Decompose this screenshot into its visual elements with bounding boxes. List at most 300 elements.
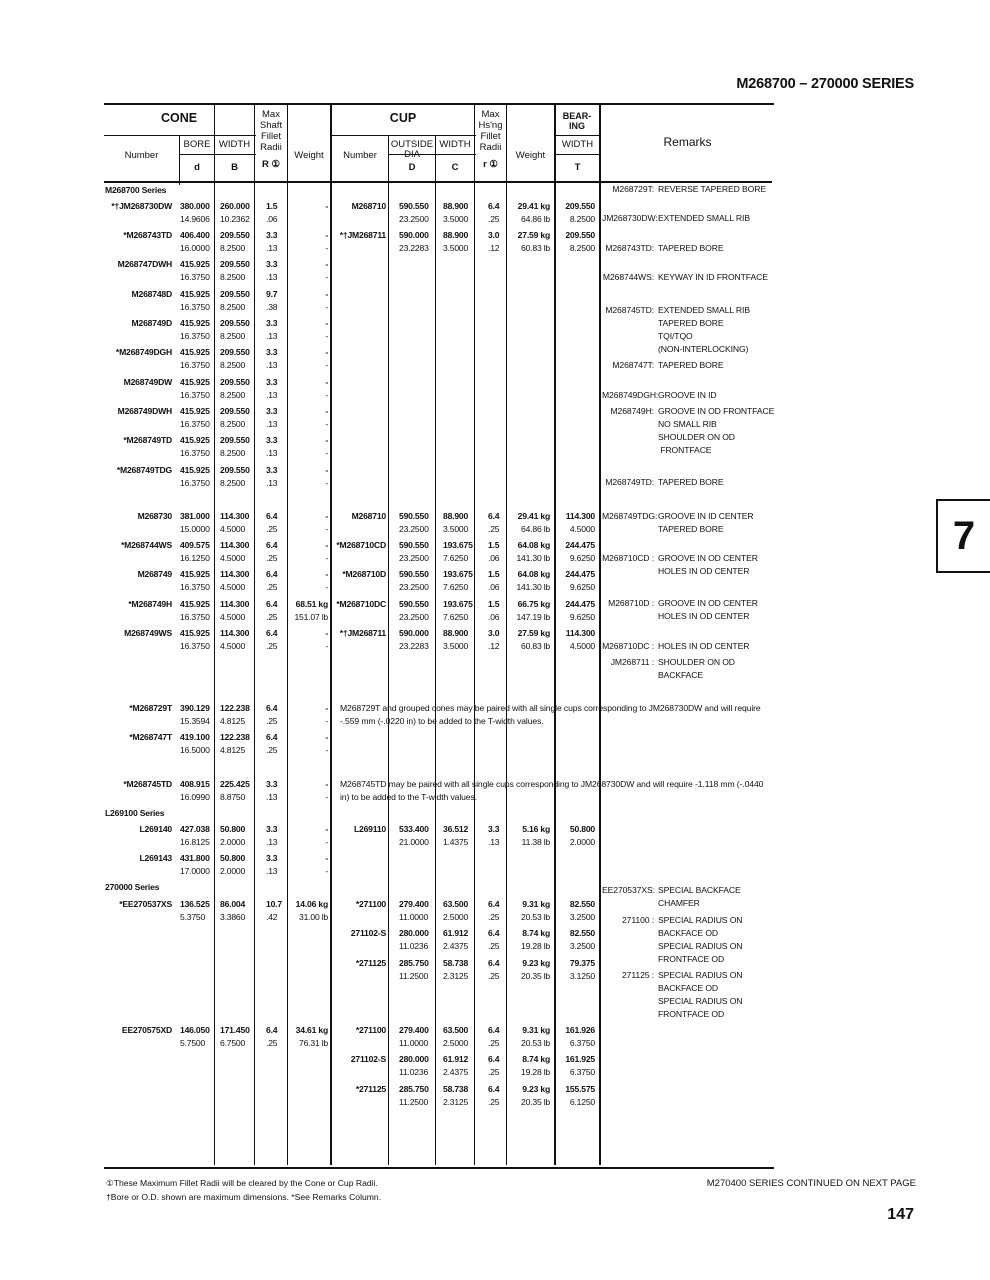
cone-bore-inch: 15.0000 [180,524,210,534]
remark-key: JM268730DW: [602,213,658,223]
bearing-width-metric: 82.550 [569,899,595,909]
bearing-width-metric: 79.375 [569,958,595,968]
housing-fillet-radius [488,598,506,624]
cup-weight-metric: 27.59 kg [517,628,550,638]
shaft-fillet-radius [266,823,286,849]
shaft-fillet-radius-metric: 6.4 [266,1025,278,1035]
cone-weight-metric: - [325,259,328,269]
cup-number: *†JM268711 [339,628,386,638]
cone-bore [180,229,212,255]
shaft-fillet-radius-metric: 3.3 [266,824,278,834]
cup-width [443,568,473,594]
cup-number: *271100 [355,1025,386,1035]
rule [435,135,436,1165]
shaft-fillet-radius-inch: .13 [266,448,278,458]
cone-width-inch: 8.2500 [220,419,246,429]
shaft-fillet-radius-inch: .25 [266,553,278,563]
housing-fillet-radius-inch: .25 [488,1097,500,1107]
cone-width-metric: 209.550 [220,435,250,445]
cone-width-metric: 260.000 [220,201,250,211]
cone-weight-inch: 31.00 lb [299,912,328,922]
housing-radius-symbol: r ① [483,159,498,170]
cup-width-inch: 2.3125 [443,1097,469,1107]
cup-od [399,957,433,983]
cone-width [220,376,252,402]
shaft-fillet-radius-metric: 6.4 [266,540,278,550]
remark-text: GROOVE IN OD FRONTFACE NO SMALL RIB SHOULDER ON OD FRONTFACE [658,406,775,455]
bearing-width [556,957,595,983]
cone-bore [180,346,212,372]
cup-weight [507,539,550,565]
cone-weight-metric: - [325,230,328,240]
bearing-width [556,823,595,849]
cup-od-inch: 23.2500 [399,524,429,534]
cup-weight-metric: 29.41 kg [517,201,550,211]
rule [214,105,215,1165]
shaft-fillet-radius-metric: 6.4 [266,732,278,742]
cup-od-metric: 280.000 [399,928,429,938]
bore-header: BORE [183,139,211,150]
cone-bore-metric: 406.400 [180,230,210,240]
cone-width-metric: 122.238 [220,703,250,713]
remark-text: TAPERED BORE [658,243,724,253]
cone-weight-metric: - [325,201,328,211]
cup-width [443,539,473,565]
cup-width-metric: 61.912 [443,1054,469,1064]
cone-number: M268749DWH [117,406,172,416]
cup-weight-inch: 147.19 lb [516,612,550,622]
cup-width-metric: 58.738 [443,958,469,968]
cone-weight-metric: 68.51 kg [295,599,328,609]
cone-width [220,510,252,536]
housing-fillet-radius-metric: 3.3 [488,824,500,834]
cone-width [220,434,252,460]
shaft-fillet-radius [266,539,286,565]
cone-width-inch: 8.2500 [220,272,246,282]
chapter-tab: 7 [936,499,990,573]
cup-weight [507,1083,550,1109]
cup-width-metric: 193.675 [443,599,473,609]
shaft-fillet-radius [266,229,286,255]
housing-fillet-radius [488,1053,506,1079]
cup-weight-metric: 8.74 kg [522,928,550,938]
shaft-fillet-radius [266,258,286,284]
remark-text: SHOULDER ON OD BACKFACE [658,657,735,680]
housing-fillet-radius [488,568,506,594]
cone-bore [180,627,212,653]
bearing-header: BEAR- ING [562,111,592,131]
shaft-fillet-radius-inch: .13 [266,866,278,876]
housing-fillet-radius [488,200,506,226]
shaft-fillet-radius-inch: .06 [266,214,278,224]
cup-width-inch: 2.4375 [443,1067,469,1077]
shaft-fillet-radius [266,346,286,372]
bearing-width-symbol: T [574,162,581,173]
cup-width-symbol: C [451,162,459,173]
cup-weight-inch: 141.30 lb [516,553,550,563]
cup-weight-metric: 9.23 kg [522,1084,550,1094]
cone-bore [180,568,212,594]
cup-weight-metric: 9.31 kg [522,1025,550,1035]
cone-width-metric: 209.550 [220,377,250,387]
cone-bore-inch: 16.5000 [180,745,210,755]
cup-od-inch: 11.0236 [399,941,429,951]
cone-number: *M268749TDG [116,465,172,475]
cup-od [399,539,433,565]
cone-number: *M268744WS [120,540,172,550]
cup-weight-inch: 20.35 lb [521,1097,550,1107]
bearing-width-metric: 244.475 [565,599,595,609]
cup-width-inch: 2.3125 [443,971,469,981]
cone-bore-inch: 16.3750 [180,478,210,488]
cone-weight-metric: - [325,406,328,416]
cone-width-inch: 4.5000 [220,641,246,651]
cone-width [220,346,252,372]
cup-weight [507,598,550,624]
cup-weight [507,927,550,953]
cone-width-metric: 114.300 [220,599,250,609]
cone-bore-metric: 415.925 [180,347,210,357]
bearing-width-inch: 2.0000 [569,837,595,847]
cone-bore-metric: 415.925 [180,377,210,387]
remark-text: GROOVE IN OD CENTER HOLES IN OD CENTER [658,553,758,576]
cone-bore-inch: 16.3750 [180,331,210,341]
cone-bore-metric: 415.925 [180,259,210,269]
cup-weight [507,1053,550,1079]
bearing-width-inch: 8.2500 [569,243,595,253]
housing-fillet-radius-metric: 3.0 [488,628,500,638]
cup-weight [507,229,550,255]
cone-bore-metric: 415.925 [180,628,210,638]
cup-od [399,200,433,226]
remarks-header: Remarks [663,135,712,149]
remark-key: M268710D : [608,598,654,608]
remark-key: M268749DGH: [602,390,659,400]
remark-key: M268710CD : [602,553,654,563]
housing-fillet-radius-inch: .25 [488,971,500,981]
cone-weight-header: Weight [294,150,324,161]
cup-width-inch: 7.6250 [443,582,469,592]
cup-number: *M268710D [342,569,386,579]
cup-number: M268710 [351,511,386,521]
housing-fillet-radius-metric: 6.4 [488,958,500,968]
cup-width-inch: 2.4375 [443,941,469,951]
rule [104,135,256,136]
cup-weight-inch: 64.86 lb [521,214,550,224]
cup-od-metric: 590.550 [399,569,429,579]
remark-text: SPECIAL RADIUS ON BACKFACE OD SPECIAL RADIUS ON FRONTFACE OD [658,915,743,964]
cup-od-inch: 23.2500 [399,553,429,563]
remark-key: M268747T: [612,360,654,370]
cone-weight [288,376,328,402]
housing-fillet-radius-inch: .25 [488,524,500,534]
shaft-fillet-radius-inch: .25 [266,612,278,622]
cone-weight-inch: - [325,641,328,651]
housing-fillet-radius-inch: .06 [488,553,500,563]
housing-fillet-radius-inch: .06 [488,582,500,592]
cup-width-header: WIDTH [439,139,471,150]
remark-text: TAPERED BORE [658,477,724,487]
cup-od [399,510,433,536]
cone-weight-inch: - [325,745,328,755]
cup-weight-metric: 9.23 kg [522,958,550,968]
cone-weight-metric: - [325,732,328,742]
cone-bore-inch: 16.0000 [180,243,210,253]
cone-number: M268749D [131,318,172,328]
cone-weight-inch: - [325,331,328,341]
cup-od [399,927,433,953]
cone-number: *M268743TD [123,230,172,240]
cone-header: CONE [160,111,198,125]
cone-width-metric: 209.550 [220,289,250,299]
bearing-width-metric: 50.800 [569,824,595,834]
shaft-fillet-radius-metric: 6.4 [266,628,278,638]
shaft-radius-symbol: R ① [261,159,281,170]
shaft-fillet-radius-metric: 6.4 [266,511,278,521]
cone-bore-inch: 16.8125 [180,837,210,847]
shaft-fillet-radius [266,568,286,594]
cup-weight-metric: 9.31 kg [522,899,550,909]
footnote-fillet: ①These Maximum Fillet Radii will be cleared by the Cone or Cup Radii. [106,1178,378,1188]
cup-width-inch: 7.6250 [443,553,469,563]
cone-weight-metric: - [325,824,328,834]
housing-fillet-radius [488,1024,506,1050]
shaft-fillet-radius-metric: 3.3 [266,377,278,387]
cone-weight [288,288,328,314]
cup-width-inch: 3.5000 [443,214,469,224]
cone-weight [288,464,328,490]
cup-width [443,898,473,924]
housing-fillet-radius-inch: .25 [488,941,500,951]
cup-od-metric: 285.750 [399,958,429,968]
shaft-fillet-radius-inch: .13 [266,792,278,802]
shaft-fillet-radius-inch: .42 [266,912,278,922]
cone-width-metric: 209.550 [220,347,250,357]
cone-weight-inch: - [325,302,328,312]
cone-width-inch: 4.5000 [220,553,246,563]
housing-fillet-radius [488,510,506,536]
cone-weight [288,702,328,728]
cup-od-inch: 11.2500 [399,971,429,981]
cup-width-inch: 3.5000 [443,524,469,534]
shaft-fillet-radius-inch: .13 [266,331,278,341]
continued-note: M270400 SERIES CONTINUED ON NEXT PAGE [706,1178,916,1189]
cone-width-metric: 209.550 [220,318,250,328]
cup-od-inch: 11.2500 [399,1097,429,1107]
cup-od [399,823,433,849]
cup-weight [507,823,550,849]
cone-number: *M268749H [128,599,172,609]
cone-bore [180,200,212,226]
cup-width-metric: 63.500 [443,899,469,909]
cup-weight [507,898,550,924]
cone-width-header: WIDTH [218,139,251,150]
cone-weight-metric: - [325,569,328,579]
shaft-fillet-radius-metric: 3.3 [266,435,278,445]
cup-od-metric: 279.400 [399,899,429,909]
housing-fillet-radius-metric: 1.5 [488,569,500,579]
cone-width-metric: 171.450 [220,1025,250,1035]
cone-width-metric: 50.800 [220,853,246,863]
cone-number: EE270575XD [121,1025,172,1035]
cone-bore [180,1024,212,1050]
housing-fillet-radius-inch: .13 [488,837,500,847]
shaft-fillet-radius-metric: 3.3 [266,406,278,416]
cup-number-header: Number [343,150,377,161]
cone-weight-metric: - [325,540,328,550]
od-symbol: D [408,162,416,173]
cone-weight-inch: 151.07 lb [294,612,328,622]
shaft-fillet-radius-inch: .25 [266,716,278,726]
shaft-fillet-radius-metric: 3.3 [266,347,278,357]
cup-od-metric: 280.000 [399,1054,429,1064]
cone-bore [180,539,212,565]
series-section-label: L269100 Series [105,808,165,818]
bearing-width-inch: 3.2500 [569,912,595,922]
cone-weight-inch: 76.31 lb [299,1038,328,1048]
cone-bore-inch: 15.3594 [180,716,210,726]
cone-bore-inch: 16.3750 [180,302,210,312]
cup-weight [507,627,550,653]
cone-weight-inch: - [325,390,328,400]
remark-text: TAPERED BORE [658,360,724,370]
remark-key: 271100 : [621,915,654,925]
bearing-width-inch: 9.6250 [569,612,595,622]
cone-bore [180,434,212,460]
cone-weight-inch: - [325,419,328,429]
housing-fillet-radius-metric: 1.5 [488,599,500,609]
remark-key: M268743TD: [605,243,654,253]
cone-width [220,229,252,255]
cone-width-metric: 50.800 [220,824,246,834]
housing-fillet-radius-metric: 6.4 [488,1084,500,1094]
cone-bore-inch: 16.3750 [180,641,210,651]
shaft-fillet-radius-inch: .25 [266,524,278,534]
housing-fillet-radius [488,229,506,255]
cup-weight-metric: 5.16 kg [522,824,550,834]
shaft-fillet-radius [266,1024,286,1050]
cup-od [399,1053,433,1079]
housing-fillet-radius [488,927,506,953]
cone-weight [288,898,328,924]
remark-text: GROOVE IN ID [658,390,717,400]
shaft-fillet-radius [266,627,286,653]
shaft-fillet-radius-metric: 3.3 [266,259,278,269]
remark-key: M268729T: [612,184,654,194]
bore-symbol: d [194,162,200,173]
shaft-fillet-radius [266,731,286,757]
bearing-width-inch: 6.1250 [569,1097,595,1107]
housing-fillet-radius-inch: .25 [488,214,500,224]
housing-fillet-radius-inch: .12 [488,641,500,651]
cone-number: *EE270537XS [119,899,172,909]
cone-bore [180,898,212,924]
cone-weight [288,539,328,565]
shaft-fillet-radius-inch: .13 [266,390,278,400]
cone-width-inch: 2.0000 [220,866,246,876]
cup-od-metric: 279.400 [399,1025,429,1035]
cone-bore [180,258,212,284]
cone-weight-inch: - [325,553,328,563]
bearing-width [556,568,595,594]
cone-weight [288,434,328,460]
bearing-width-inch: 9.6250 [569,582,595,592]
cone-bore-metric: 415.925 [180,406,210,416]
max-hsng-header: Max Hs'ng Fillet Radii [478,109,503,153]
cone-width-metric: 209.550 [220,406,250,416]
cone-width-metric: 209.550 [220,259,250,269]
series-section-label: 270000 Series [105,882,160,892]
cup-weight-inch: 20.35 lb [521,971,550,981]
bearing-width-inch: 9.6250 [569,553,595,563]
bearing-width-metric: 161.925 [565,1054,595,1064]
cup-od-inch: 23.2283 [399,243,429,253]
cup-weight-inch: 19.28 lb [521,941,550,951]
shaft-fillet-radius-metric: 3.3 [266,779,278,789]
remark-text: GROOVE IN OD CENTER HOLES IN OD CENTER [658,598,758,621]
cup-number: *M268710CD [336,540,386,550]
cup-number: L269110 [353,824,386,834]
remark-text: REVERSE TAPERED BORE [658,184,766,194]
cup-width-metric: 36.512 [443,824,469,834]
cone-weight [288,598,328,624]
cone-width [220,317,252,343]
cone-width [220,200,252,226]
bearing-width-metric: 114.300 [565,511,595,521]
cup-weight [507,200,550,226]
shaft-fillet-radius [266,434,286,460]
cup-od [399,898,433,924]
housing-fillet-radius-metric: 1.5 [488,540,500,550]
shaft-fillet-radius-metric: 6.4 [266,599,278,609]
cone-bore [180,731,212,757]
cup-od-metric: 285.750 [399,1084,429,1094]
cone-number: M268748D [131,289,172,299]
cone-weight-metric: - [325,377,328,387]
cone-weight [288,317,328,343]
shaft-fillet-radius-inch: .13 [266,478,278,488]
bearing-width [556,598,595,624]
outside-dia-header: OUTSIDE DIA [390,139,434,160]
rule [330,135,476,136]
cup-weight [507,510,550,536]
cone-width-inch: 8.2500 [220,360,246,370]
shaft-fillet-radius [266,598,286,624]
cup-width-metric: 88.900 [443,201,469,211]
cone-number: M268749 [137,569,172,579]
cone-bore-inch: 16.3750 [180,272,210,282]
remark-text: KEYWAY IN ID FRONTFACE [658,272,768,282]
cone-width-metric: 114.300 [220,511,250,521]
series-title: M268700 – 270000 SERIES [736,76,914,92]
cone-weight-inch: - [325,243,328,253]
bearing-width [556,510,595,536]
cone-bore-inch: 16.3750 [180,448,210,458]
cup-width-metric: 58.738 [443,1084,469,1094]
cup-width-inch: 3.5000 [443,243,469,253]
bearing-width-header: WIDTH [561,139,594,150]
cup-width-metric: 88.900 [443,511,469,521]
cup-weight-inch: 11.38 lb [521,837,550,847]
housing-fillet-radius-metric: 6.4 [488,511,500,521]
bearing-width-inch: 8.2500 [569,214,595,224]
shaft-fillet-radius [266,200,286,226]
cup-od [399,1083,433,1109]
cone-bore-metric: 409.575 [180,540,210,550]
cone-number: M268749DW [123,377,172,387]
cone-weight [288,823,328,849]
shaft-fillet-radius-inch: .38 [266,302,278,312]
